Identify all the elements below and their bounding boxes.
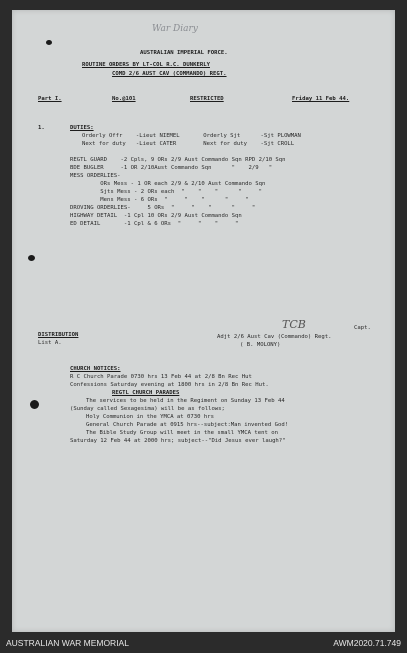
restricted-label: RESTRICTED bbox=[190, 96, 224, 102]
church-line: (Sunday called Sexagesima) will be as follows; bbox=[70, 406, 225, 412]
document-page bbox=[12, 10, 395, 632]
church-line: R C Church Parade 0730 hrs 13 Feb 44 at 2/8 Bn Rec Hut bbox=[70, 374, 252, 380]
footer-bar bbox=[0, 633, 407, 653]
duty-detail: HIGHWAY DETAIL -1 Cpl 10 ORs 2/9 Aust Commando Sqn bbox=[70, 213, 242, 219]
regiment-title: COMD 2/6 AUST CAV (COMMANDO) REGT. bbox=[112, 71, 227, 77]
order-date: Friday 11 Feb 44. bbox=[292, 96, 350, 102]
adjutant-title: Adjt 2/6 Aust Cav (Commando) Regt. bbox=[217, 334, 332, 340]
order-number: No.@101 bbox=[112, 96, 136, 102]
footer-accession: AWM2020.71.749 bbox=[333, 638, 401, 648]
signature: TCB bbox=[282, 318, 306, 331]
signatory-rank: Capt. bbox=[354, 325, 371, 331]
duty-detail: Mens Mess - 6 ORs " " " " " bbox=[70, 197, 249, 203]
duty-row: Next for duty -Lieut CATER Next for duty -Sjt CROLL bbox=[82, 141, 295, 147]
orders-by: ROUTINE ORDERS BY LT-COL R.C. DUNKERLY bbox=[82, 62, 210, 68]
distribution-label: DISTRIBUTION bbox=[38, 332, 79, 338]
duty-detail: ORs Mess - 1 OR each 2/9 & 2/10 Aust Commando Sqn bbox=[70, 181, 266, 187]
church-line: Confessions Saturday evening at 1800 hrs in 2/8 Bn Rec Hut. bbox=[70, 382, 269, 388]
duty-detail: DROVING ORDERLIES- 5 ORs " " " " " bbox=[70, 205, 256, 211]
church-line: General Church Parade at 0915 hrs--subject:Man invented God! bbox=[86, 422, 289, 428]
adjutant-name: ( B. MOLONY) bbox=[240, 342, 281, 348]
church-line: The services to be held in the Regiment on Sunday 13 Feb 44 bbox=[86, 398, 285, 404]
footer-credit: AUSTRALIAN WAR MEMORIAL bbox=[6, 638, 129, 648]
distribution-list: List A. bbox=[38, 340, 62, 346]
church-heading: CHURCH NOTICES: bbox=[70, 366, 121, 372]
unit-title: AUSTRALIAN IMPERIAL FORCE. bbox=[140, 50, 228, 56]
handwritten-note: War Diary bbox=[152, 24, 198, 34]
duty-detail: REGTL GUARD -2 Cpls, 9 ORs 2/9 Aust Commando Sqn RPD 2/10 Sqn bbox=[70, 157, 286, 163]
duty-row: Orderly Offr -Lieut NIEMEL Orderly Sjt -Sjt PLOWMAN bbox=[82, 133, 301, 139]
church-line: Holy Communion in the YMCA at 0730 hrs bbox=[86, 414, 214, 420]
church-subheading: REGTL CHURCH PARADES bbox=[112, 390, 180, 396]
duty-detail: Sjts Mess - 2 ORs each " " " " " bbox=[70, 189, 262, 195]
duty-detail: MESS ORDERLIES- bbox=[70, 173, 121, 179]
punch-hole-lower bbox=[30, 400, 39, 409]
part-label: Part I. bbox=[38, 96, 62, 102]
punch-hole-middle bbox=[28, 255, 35, 261]
punch-hole-top bbox=[46, 40, 52, 45]
duties-heading: DUTIES: bbox=[70, 125, 94, 131]
church-line: The Bible Study Group will meet in the small YMCA tent on bbox=[86, 430, 278, 436]
section-number: 1. bbox=[38, 125, 45, 131]
church-line: Saturday 12 Feb 44 at 2000 hrs; subject--"Did Jesus ever laugh?" bbox=[70, 438, 286, 444]
duty-detail: BDE BUGLER -1 OR 2/10Aust Commando Sqn " 2/9 " bbox=[70, 165, 273, 171]
duty-detail: ED DETAIL -1 Cpl & 6 ORs " " " " bbox=[70, 221, 239, 227]
